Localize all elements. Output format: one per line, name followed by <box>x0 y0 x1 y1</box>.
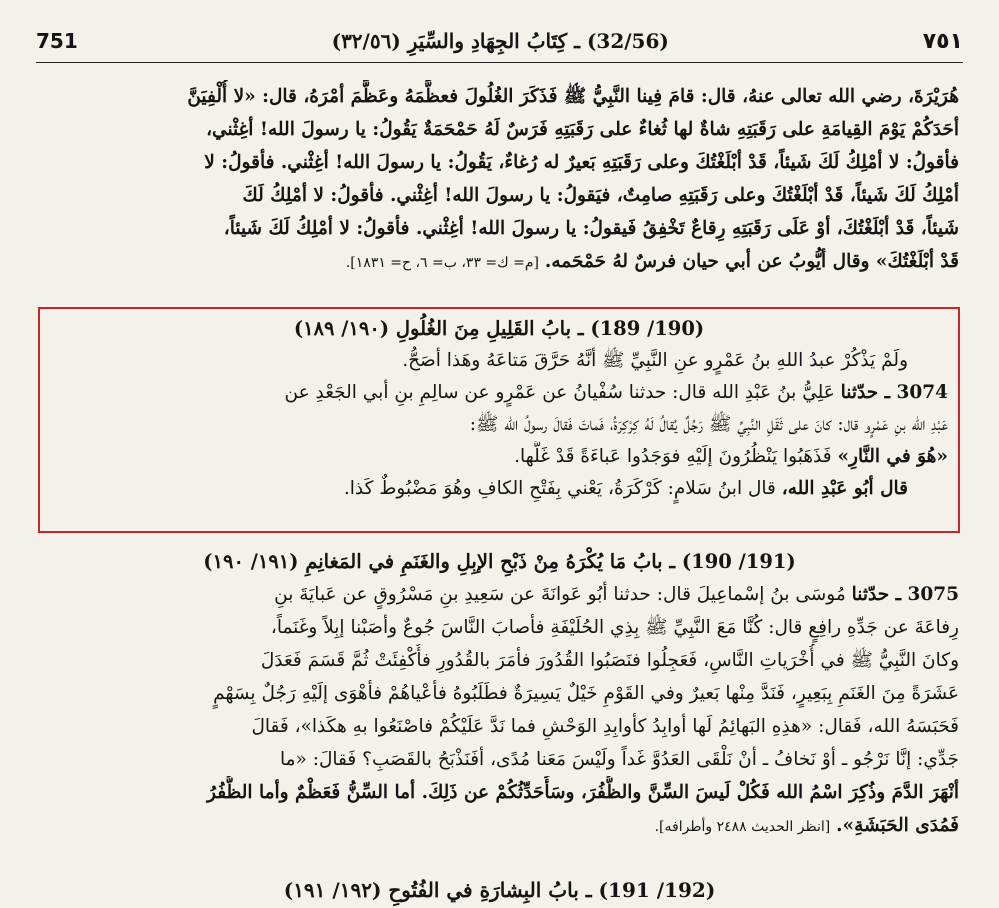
last-line-text: فَمُدَى الحَبَشَةِ». <box>836 815 959 836</box>
header-rule <box>36 62 963 63</box>
text-line: فَحَبَسَهُ الله، فَقال: «هذِهِ البَهائِمُ لَها أوابِدُ كأوابِدِ الوَحْشِ فما نَدَّ عَلَيْكُمْ فاصْنَعُوا بهِ هكَذا»، فَقالَ <box>251 716 959 737</box>
chapter-title: (191/ 190) ـ بابُ مَا يُكْرَهُ مِنْ ذَبْحِ الإبِلِ والغَنَمِ في المَغانِمِ (١٩١/ ١٩٠) <box>203 550 796 573</box>
text-line: شَيئاً، قَدْ أبْلَغْتُكَ، أوْ عَلَى رَقَبَتِهِ رِقاعٌ تَخْفِقُ فَيقولُ: يا رسولَ الله! أغِثْني. فأقولُ: لا أمْلِكُ لَكَ شَيئاً، <box>223 218 959 239</box>
reference-note: [م= ك= ٣٣، ب= ٦، ح= ١٨٣١]. <box>345 255 539 271</box>
chapter-intro: ولَمْ يَذْكُرْ عبدُ اللهِ بنُ عَمْرٍو عنِ النَّبِيِّ ﷺ أنَّهُ حَرَّقَ مَتاعَهُ وهَذا أصَحُّ. <box>402 350 908 371</box>
hadith-text: عَلِيُّ بنُ عَبْدِ الله قال: حدثنا سُفْيانُ عن عَمْرٍو عن سالِمِ بنِ أبي الجَعْدِ عن <box>284 382 835 403</box>
reference-note: [انظر الحديث ٢٤٨٨ وأطرافه]. <box>654 819 831 835</box>
page-header <box>36 26 963 56</box>
prophet-quote: «هُوَ في النَّارِ» <box>837 446 948 467</box>
text-line: أحَدَكُمْ يَوْمَ القِيامَةِ على رَقَبَتِهِ شاةٌ لها ثُغاءٌ على رَقَبَتِهِ فَرَسٌ لَهُ حَمْحَمَةٌ يَقُولُ: يا رسولَ الله! أغِثْني، <box>206 119 959 140</box>
text-line: رِفاعَةَ عن جَدِّهِ رافِعٍ قال: كُنَّا مَعَ النَّبِيِّ ﷺ بِذِي الحُلَيْفَةِ فأصابَ النَّاسَ جُوعٌ وأصَبْنا إبِلاً وغَنَماً، <box>270 617 959 638</box>
hadith-number: 3074 ـ حدّثنا <box>840 382 948 403</box>
page-number-arabic: ٧٥١ <box>922 28 963 54</box>
bottom-section <box>40 546 959 844</box>
hadith-text: مُوسَى بنُ إسْماعِيلَ قال: حدثنا أبُو عَوانَةَ عن سَعِيدِ بنِ مَسْرُوقٍ عن عَبايَةَ بنِ <box>274 584 846 605</box>
last-line-text: قَدْ أبْلَغْتُكَ» وقال أيُّوبُ عن أبي حيان فرسٌ لهُ حَمْحَمه. <box>544 251 959 272</box>
text-line <box>40 245 959 280</box>
text-line: جَدِّي: إنَّا نَرْجُو ـ أوْ نَخافُ ـ أنْ نَلْقَى العَدُوَّ غَداً ولَيْسَ مَعَنا مُدًى، أفَنَذْبَحُ بالقَصَبِ؟ فَقالَ: «ما <box>280 749 959 770</box>
hadith-number: 3075 ـ حدّثنا <box>851 584 959 605</box>
hadith-text: فَذَهَبُوا يَنْظُرُونَ إلَيْهِ فوَجَدُوا عَباءَةً قَدْ غَلَّها. <box>514 446 838 467</box>
chapter-title: (190/ 189) ـ بابُ القَلِيلِ مِنَ الغُلُولِ (١٩٠/ ١٨٩) <box>293 317 705 340</box>
text-line: وكانَ النَّبِيُّ ﷺ في أُخْرَياتِ النَّاسِ، فَعَجِلُوا فنَصَبُوا القُدُورَ فأمَرَ بالقُدُورِ فأُكْفِئَتْ ثُمَّ قَسَمَ فَعَدَلَ <box>260 650 959 671</box>
text-line: أمْلِكُ لَكَ شَيئاً، قَدْ أبْلَغْتُكَ وعلى رَقَبَتِهِ صامِتٌ، فيَقولُ: يا رسولَ الله! أغِثْني. فأقولُ: لا أمْلِكُ لَكَ <box>242 185 959 206</box>
next-chapter-title: (192/ 191) ـ بابُ البِشارَةِ في الفُتُوحِ (١٩٢/ ١٩١) <box>283 878 716 902</box>
hadith-line <box>50 377 948 409</box>
highlighted-section <box>38 307 960 533</box>
text-line: فأقولُ: لا أمْلِكُ لَكَ شَيئاً، قَدْ أبْلَغْتُكَ وعلى رَقَبَتِهِ بَعيرٌ له رُغاءٌ، يَقُولُ: يا رسولَ الله! أغِثْني. فأقولُ: لا <box>204 152 959 173</box>
text-line: أنْهَرَ الدَّمَ وذُكِرَ اسْمُ الله فَكُلْ لَيسَ السِّنَّ والظُّفُرَ، وسَأُحَدِّثُكُمْ عن ذَلِكَ. أما السِّنُّ فَعَظْمٌ وأما الظُّفُرُ <box>206 782 959 803</box>
text-line <box>40 809 959 844</box>
hadith-line <box>40 578 959 611</box>
top-section <box>40 80 959 280</box>
page-number-latin: 751 <box>36 29 78 53</box>
note-text: قال ابنُ سَلامٍ: كَرْكَرَةُ، يَعْني بِفَتْحِ الكافِ وهُوَ مَضْبُوطٌ كَذا. <box>343 478 782 499</box>
text-line: عَشَرَةً مِنَ الغَنَمِ بِبَعِيرٍ، فَنَدَّ مِنْها بَعيرٌ وفي القَوْمِ خَيْلٌ يَسِيرَةٌ فطَلَبُوهُ فأعْياهُمْ فأهْوَى إلَيْهِ رَجُلٌ بِسَهْمٍ <box>213 683 959 704</box>
hadith-line <box>50 441 948 473</box>
note-author: قال أبُو عَبْدِ الله، <box>781 478 908 499</box>
note-line <box>50 473 948 505</box>
hadith-line: عَبْدِ الله بنِ عَمْرٍو قال: كانَ على ثَقَلِ النَّبِيِّ ﷺ رَجُلٌ يُقالُ لَهُ كِرْكِرَةُ، فَماتَ فَقالَ رسولُ الله ﷺ: <box>469 414 948 435</box>
running-title: (32/56) ـ كِتَابُ الجِهَادِ والسِّيَرِ (٣٢/٥٦) <box>331 29 669 53</box>
text-line: هُرَيْرَةَ، رضي الله تعالى عنهُ، قال: قامَ فِينا النَّبِيُّ ﷺ فَذَكَرَ الغُلُولَ فعظَّمَهُ وعَظَّمَ أمْرَهُ، قال: «لا أُلْفِيَنَّ <box>187 86 959 107</box>
